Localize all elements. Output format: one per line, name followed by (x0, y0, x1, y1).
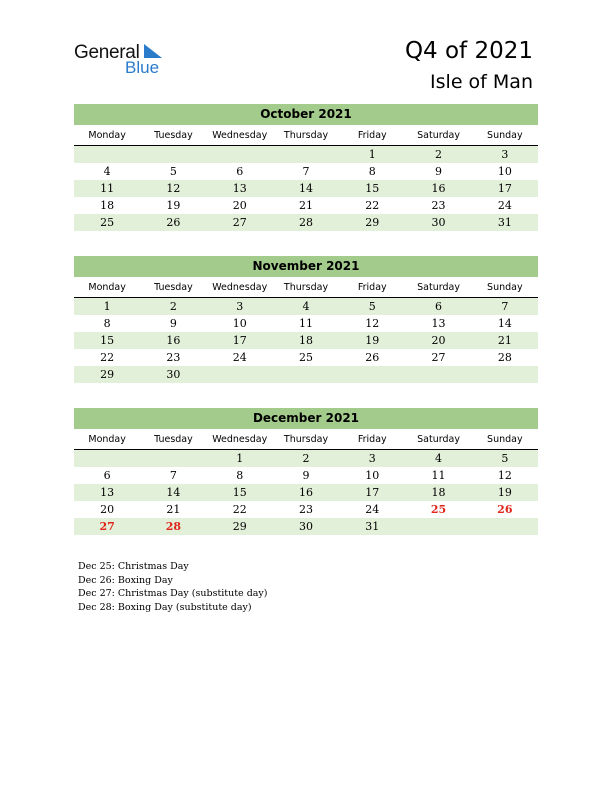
week-row (74, 315, 538, 332)
day-cell: 14 (166, 486, 181, 499)
day-cell: 3 (236, 300, 244, 313)
day-cell: 27 (232, 216, 247, 229)
day-cell: 19 (497, 486, 512, 499)
day-cell (273, 146, 339, 163)
day-cell: 7 (302, 165, 310, 178)
day-cell: 26 (166, 216, 181, 229)
day-cell: 5 (368, 300, 376, 313)
day-cell: 22 (100, 351, 115, 364)
day-cell: 19 (166, 199, 181, 212)
day-cell: 1 (368, 148, 376, 161)
day-cell: 21 (298, 199, 313, 212)
day-cell (472, 366, 538, 383)
day-cell: 8 (368, 165, 376, 178)
weekday-label: Tuesday (154, 130, 193, 141)
day-cell: 10 (365, 469, 380, 482)
day-cell: 7 (169, 469, 177, 482)
day-cell: 13 (431, 317, 446, 330)
day-cell: 28 (298, 216, 313, 229)
day-cell: 20 (232, 199, 247, 212)
day-cell: 30 (166, 368, 181, 381)
day-cell: 8 (236, 469, 244, 482)
weekday-label: Sunday (487, 282, 523, 293)
day-cell: 15 (100, 334, 115, 347)
day-cell: 15 (365, 182, 380, 195)
day-cell: 9 (302, 469, 310, 482)
week-row (74, 298, 538, 315)
day-cell: 11 (100, 182, 115, 195)
holiday-entry: Dec 28: Boxing Day (substitute day) (78, 601, 252, 613)
day-cell (207, 366, 273, 383)
day-cell: 22 (365, 199, 380, 212)
week-row (74, 450, 538, 467)
week-row (74, 501, 538, 518)
holiday-day-cell: 28 (165, 520, 182, 533)
holiday-day-cell: 25 (430, 503, 447, 516)
day-cell: 17 (232, 334, 247, 347)
day-cell: 12 (166, 182, 181, 195)
week-row (74, 197, 538, 214)
weekday-label: Saturday (417, 130, 460, 141)
weekday-label: Wednesday (212, 282, 268, 293)
day-cell: 2 (435, 148, 443, 161)
month-header: November 2021 (74, 256, 538, 277)
weekday-label: Sunday (487, 434, 523, 445)
day-cell: 10 (232, 317, 247, 330)
weekday-label: Monday (88, 282, 126, 293)
day-cell: 6 (103, 469, 111, 482)
day-cell: 9 (169, 317, 177, 330)
day-cell: 4 (302, 300, 310, 313)
day-cell: 16 (166, 334, 181, 347)
day-cell: 20 (431, 334, 446, 347)
weekday-label: Thursday (283, 282, 329, 293)
day-cell: 25 (298, 351, 313, 364)
week-row (74, 467, 538, 484)
day-cell: 13 (232, 182, 247, 195)
month-calendar (74, 408, 538, 535)
day-cell: 14 (298, 182, 313, 195)
day-cell: 31 (497, 216, 512, 229)
day-cell: 6 (435, 300, 443, 313)
day-cell: 14 (497, 317, 512, 330)
day-cell: 10 (497, 165, 512, 178)
weekday-label: Wednesday (212, 130, 268, 141)
holiday-day-cell: 27 (99, 520, 115, 533)
month-calendar (74, 104, 538, 231)
day-cell: 18 (100, 199, 115, 212)
day-cell: 24 (365, 503, 380, 516)
day-cell: 4 (103, 165, 111, 178)
holiday-entry: Dec 25: Christmas Day (78, 561, 189, 572)
day-cell: 4 (435, 452, 443, 465)
day-cell: 17 (497, 182, 512, 195)
day-cell: 29 (232, 520, 247, 533)
generalblue-logo (74, 42, 174, 78)
weekday-label: Sunday (487, 130, 523, 141)
weekday-label: Monday (88, 434, 126, 445)
day-cell: 16 (298, 486, 313, 499)
day-cell (273, 366, 339, 383)
weekday-label: Saturday (417, 282, 460, 293)
day-cell (74, 146, 140, 163)
day-cell (207, 146, 273, 163)
day-cell: 1 (103, 300, 111, 313)
day-cell: 17 (365, 486, 380, 499)
day-cell: 12 (497, 469, 512, 482)
holiday-list (78, 560, 268, 614)
day-cell (140, 146, 206, 163)
day-cell: 29 (365, 216, 380, 229)
holiday-day-cell: 26 (497, 503, 513, 516)
day-cell: 15 (232, 486, 247, 499)
day-cell: 5 (501, 452, 509, 465)
day-cell (405, 366, 471, 383)
day-cell: 3 (368, 452, 376, 465)
day-cell: 21 (166, 503, 181, 516)
day-cell: 30 (431, 216, 446, 229)
weekday-header-row (74, 127, 538, 146)
day-cell: 28 (497, 351, 512, 364)
month-header: December 2021 (74, 408, 538, 429)
day-cell (74, 450, 140, 467)
weekday-header-row (74, 431, 538, 450)
day-cell (339, 366, 405, 383)
day-cell: 24 (232, 351, 247, 364)
page-subtitle: Isle of Man (430, 71, 533, 93)
weekday-label: Monday (88, 130, 126, 141)
logo-blue-text: Blue (125, 58, 160, 77)
day-cell: 12 (365, 317, 380, 330)
day-cell: 5 (169, 165, 177, 178)
weekday-header-row (74, 279, 538, 298)
day-cell: 24 (497, 199, 512, 212)
day-cell: 23 (298, 503, 313, 516)
week-row (74, 146, 538, 163)
week-row (74, 332, 538, 349)
day-cell: 18 (431, 486, 446, 499)
day-cell: 18 (298, 334, 313, 347)
weekday-label: Wednesday (212, 434, 268, 445)
day-cell: 25 (100, 216, 115, 229)
day-cell: 11 (431, 469, 446, 482)
day-cell: 26 (365, 351, 380, 364)
day-cell: 9 (435, 165, 443, 178)
weekday-label: Friday (357, 130, 387, 141)
week-row (74, 214, 538, 231)
day-cell: 13 (100, 486, 115, 499)
weekday-label: Tuesday (154, 282, 193, 293)
day-cell: 8 (103, 317, 111, 330)
week-row (74, 349, 538, 366)
weekday-label: Friday (357, 282, 387, 293)
day-cell: 21 (497, 334, 512, 347)
day-cell: 22 (232, 503, 247, 516)
weekday-label: Saturday (417, 434, 460, 445)
day-cell: 23 (431, 199, 446, 212)
week-row (74, 484, 538, 501)
day-cell: 29 (100, 368, 115, 381)
day-cell: 11 (298, 317, 313, 330)
week-row (74, 366, 538, 383)
day-cell (140, 450, 206, 467)
week-row (74, 163, 538, 180)
day-cell: 6 (236, 165, 244, 178)
day-cell: 1 (236, 452, 244, 465)
weekday-label: Thursday (283, 130, 329, 141)
day-cell: 19 (365, 334, 380, 347)
weekday-label: Friday (357, 434, 387, 445)
day-cell (472, 518, 538, 535)
weekday-label: Thursday (283, 434, 329, 445)
day-cell: 2 (169, 300, 177, 313)
week-row (74, 180, 538, 197)
month-calendar (74, 256, 538, 383)
logo-general-text: General (74, 42, 140, 63)
day-cell: 31 (365, 520, 380, 533)
day-cell: 16 (431, 182, 446, 195)
day-cell: 27 (431, 351, 446, 364)
day-cell: 20 (100, 503, 115, 516)
page-title: Q4 of 2021 (404, 38, 533, 64)
day-cell: 2 (302, 452, 310, 465)
week-row (74, 518, 538, 535)
day-cell: 3 (501, 148, 509, 161)
holiday-entry: Dec 27: Christmas Day (substitute day) (78, 588, 268, 599)
month-header: October 2021 (74, 104, 538, 125)
logo-flag-icon (142, 44, 162, 60)
holiday-entry: Dec 26: Boxing Day (78, 574, 173, 586)
weekday-label: Tuesday (154, 434, 193, 445)
day-cell: 23 (166, 351, 181, 364)
day-cell: 30 (298, 520, 313, 533)
day-cell (405, 518, 471, 535)
day-cell: 7 (501, 300, 509, 313)
